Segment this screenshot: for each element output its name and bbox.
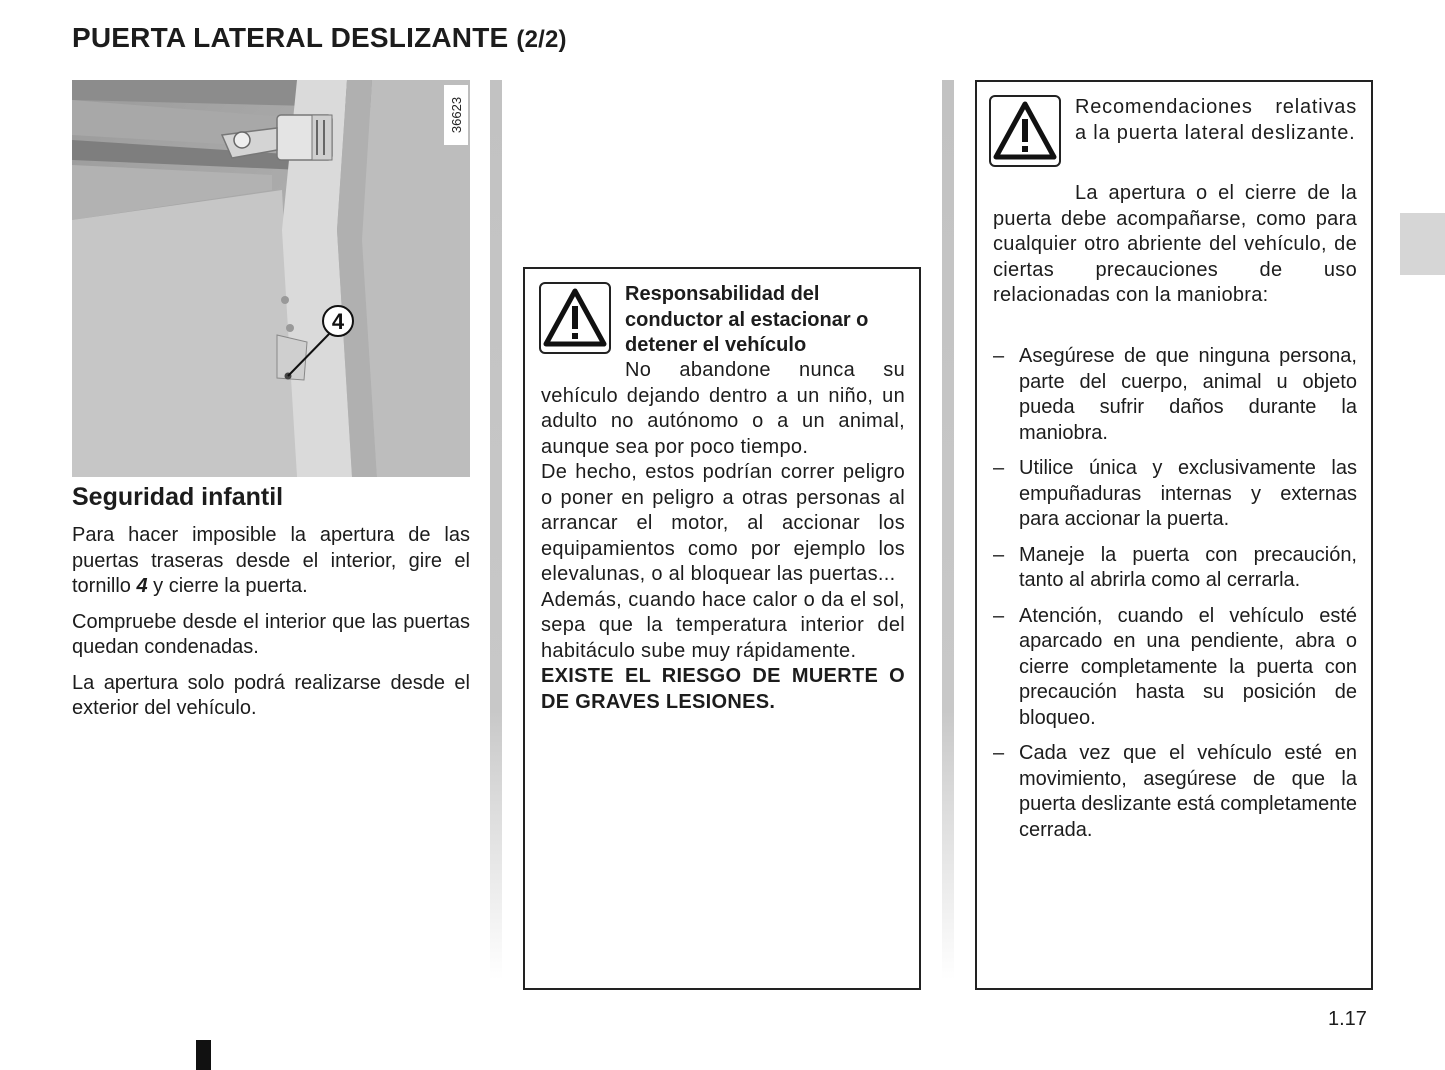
p1-after: y cierre la puerta.: [147, 575, 308, 597]
paragraph-1: [72, 523, 470, 600]
list-item-text: Cada vez que el vehículo esté en movimiento, asegúrese de que la puerta deslizante está completamente cerrada.: [1019, 742, 1357, 841]
paragraph-3: La apertura solo podrá realizarse desde el exterior del vehículo.: [72, 671, 470, 719]
title-main: PUERTA LATERAL DESLIZANTE: [72, 22, 509, 53]
recommendations-intro: La apertura o el cierre de la puerta debe acompañarse, como para cualquier otro abriente del vehículo, de ciertas precauciones de uso relacionadas con la maniobra:: [993, 182, 1357, 306]
list-item-text: Atención, cuando el vehículo esté aparcado en una pendiente, abra o cierre completamente la puerta con precaución hasta su posición de bloqueo.: [1019, 604, 1357, 729]
section-heading: Seguridad infantil: [72, 483, 284, 511]
bullet-dash: –: [993, 543, 1005, 566]
list-item: [993, 543, 1357, 594]
warning-box-sliding-door: [975, 80, 1373, 990]
bullet-dash: –: [993, 345, 1005, 367]
list-item: [993, 456, 1357, 533]
list-item: [993, 604, 1357, 732]
print-mark: [196, 1040, 211, 1070]
page-number: 1.17: [1328, 1008, 1367, 1030]
column-divider-1: [490, 80, 502, 980]
warning-triangle-icon: [539, 282, 611, 354]
list-item-text: Maneje la puerta con precaución, tanto al abrirla como al cerrarla.: [1019, 543, 1357, 591]
bullet-dash: –: [993, 604, 1005, 627]
list-item-text: Utilice única y exclusivamente las empuñaduras internas y externas para accionar la puerta.: [1019, 457, 1357, 530]
warning-p2: De hecho, estos podrían correr peligro o poner en peligro a otras personas al arrancar el motor, al accionar los equipamientos como por ejemplo los elevalunas, o al bloquear las puertas...: [541, 461, 905, 585]
recommendations-list: [993, 344, 1357, 853]
screw-ref: 4: [136, 575, 148, 597]
warning-p3: Además, cuando hace calor o da el sol, sepa que la temperatura interior del habitáculo sube muy rápidamente.: [541, 588, 905, 662]
list-item-text: Asegúrese de que ninguna persona, parte del cuerpo, animal u objeto pueda sufrir daños durante la maniobra.: [1019, 345, 1357, 444]
bullet-dash: –: [993, 457, 1005, 479]
warning-box-driver: [523, 267, 921, 990]
recommendations-heading: Recomendaciones relativas a la puerta lateral deslizante.: [1075, 96, 1357, 144]
p1-before: Para hacer imposible la apertura de las puertas traseras desde el interior, gire el tornillo: [72, 524, 470, 597]
warning-triangle-icon: [989, 95, 1061, 167]
chapter-tab: [1400, 213, 1445, 275]
left-column-text: [72, 523, 470, 732]
bullet-dash: –: [993, 742, 1005, 764]
warning-body: [541, 358, 905, 715]
list-item: [993, 344, 1357, 446]
column-divider-2: [942, 80, 954, 980]
callout-label: 4: [331, 309, 345, 334]
image-number: 36623: [449, 96, 464, 134]
warning-p1: No abandone nunca su vehículo dejando dentro a un niño, un adulto no autónomo o a un animal, aunque sea por poco tiempo.: [541, 359, 905, 458]
list-item: [993, 741, 1357, 843]
warning-heading: Responsabilidad del conductor al estacionar o detener el vehículo: [625, 283, 869, 356]
page-title: [72, 22, 567, 54]
warning-p4: EXISTE EL RIESGO DE MUERTE O DE GRAVES LESIONES.: [541, 665, 905, 713]
title-suffix: (2/2): [516, 26, 567, 53]
door-lock-photo: [72, 80, 470, 477]
paragraph-2: Compruebe desde el interior que las puertas quedan condenadas.: [72, 610, 470, 658]
